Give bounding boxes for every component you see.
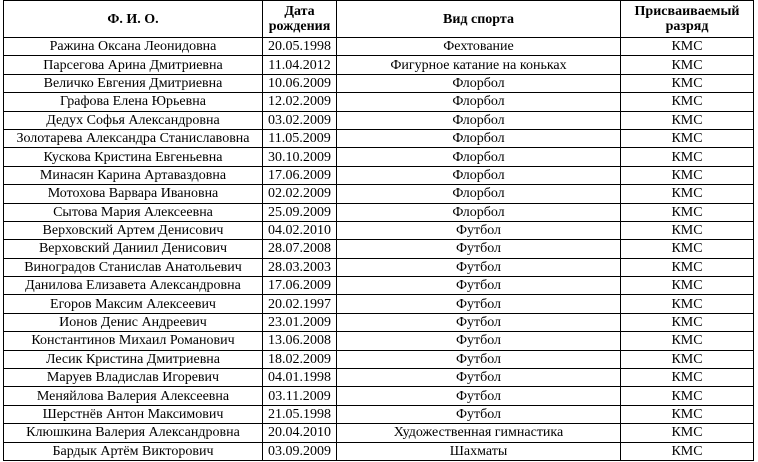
cell-name: Графова Елена Юрьевна bbox=[4, 93, 263, 111]
cell-sport: Футбол bbox=[337, 295, 621, 313]
cell-rank: КМС bbox=[621, 332, 754, 350]
table-row bbox=[4, 387, 754, 405]
cell-sport: Футбол bbox=[337, 221, 621, 239]
cell-birth-date: 18.02.2009 bbox=[263, 350, 337, 368]
header-name: Ф. И. О. bbox=[4, 1, 263, 38]
cell-sport: Футбол bbox=[337, 369, 621, 387]
cell-sport: Флорбол bbox=[337, 93, 621, 111]
cell-sport: Флорбол bbox=[337, 166, 621, 184]
cell-rank: КМС bbox=[621, 442, 754, 460]
table-row bbox=[4, 369, 754, 387]
cell-birth-date: 17.06.2009 bbox=[263, 166, 337, 184]
cell-birth-date: 04.01.1998 bbox=[263, 369, 337, 387]
cell-rank: КМС bbox=[621, 148, 754, 166]
table-row bbox=[4, 148, 754, 166]
cell-sport: Шахматы bbox=[337, 442, 621, 460]
cell-rank: КМС bbox=[621, 111, 754, 129]
cell-sport: Фигурное катание на коньках bbox=[337, 56, 621, 74]
cell-sport: Футбол bbox=[337, 387, 621, 405]
cell-sport: Футбол bbox=[337, 332, 621, 350]
cell-birth-date: 20.02.1997 bbox=[263, 295, 337, 313]
cell-name: Данилова Елизавета Александровна bbox=[4, 277, 263, 295]
cell-sport: Футбол bbox=[337, 258, 621, 276]
cell-name: Бардык Артём Викторович bbox=[4, 442, 263, 460]
table-row bbox=[4, 74, 754, 92]
table-row bbox=[4, 221, 754, 239]
cell-name: Золотарева Александра Станиславовна bbox=[4, 129, 263, 147]
cell-rank: КМС bbox=[621, 369, 754, 387]
cell-sport: Флорбол bbox=[337, 74, 621, 92]
table-body bbox=[4, 38, 754, 461]
cell-birth-date: 10.06.2009 bbox=[263, 74, 337, 92]
cell-sport: Футбол bbox=[337, 277, 621, 295]
cell-sport: Футбол bbox=[337, 313, 621, 331]
table-row bbox=[4, 332, 754, 350]
cell-birth-date: 03.02.2009 bbox=[263, 111, 337, 129]
cell-rank: КМС bbox=[621, 221, 754, 239]
cell-sport: Фехтование bbox=[337, 38, 621, 56]
header-birth-date: Дата рождения bbox=[263, 1, 337, 38]
cell-birth-date: 21.05.1998 bbox=[263, 405, 337, 423]
table-row bbox=[4, 185, 754, 203]
cell-name: Меняйлова Валерия Алексеевна bbox=[4, 387, 263, 405]
cell-sport: Флорбол bbox=[337, 148, 621, 166]
cell-name: Лесик Кристина Дмитриевна bbox=[4, 350, 263, 368]
header-rank: Присваиваемый разряд bbox=[621, 1, 754, 38]
table-row bbox=[4, 203, 754, 221]
cell-birth-date: 20.05.1998 bbox=[263, 38, 337, 56]
cell-birth-date: 12.02.2009 bbox=[263, 93, 337, 111]
table-row bbox=[4, 111, 754, 129]
cell-rank: КМС bbox=[621, 240, 754, 258]
table-row bbox=[4, 442, 754, 460]
cell-birth-date: 20.04.2010 bbox=[263, 424, 337, 442]
cell-rank: КМС bbox=[621, 74, 754, 92]
cell-rank: КМС bbox=[621, 93, 754, 111]
cell-birth-date: 17.06.2009 bbox=[263, 277, 337, 295]
cell-name: Величко Евгения Дмитриевна bbox=[4, 74, 263, 92]
cell-birth-date: 11.04.2012 bbox=[263, 56, 337, 74]
header-sport: Вид спорта bbox=[337, 1, 621, 38]
cell-name: Ражина Оксана Леонидовна bbox=[4, 38, 263, 56]
table-row bbox=[4, 277, 754, 295]
cell-name: Верховский Артем Денисович bbox=[4, 221, 263, 239]
header-row bbox=[4, 1, 754, 38]
table-row bbox=[4, 93, 754, 111]
cell-birth-date: 25.09.2009 bbox=[263, 203, 337, 221]
cell-birth-date: 04.02.2010 bbox=[263, 221, 337, 239]
cell-name: Сытова Мария Алексеевна bbox=[4, 203, 263, 221]
table-row bbox=[4, 258, 754, 276]
cell-rank: КМС bbox=[621, 185, 754, 203]
cell-birth-date: 28.03.2003 bbox=[263, 258, 337, 276]
cell-rank: КМС bbox=[621, 203, 754, 221]
cell-rank: КМС bbox=[621, 295, 754, 313]
table-row bbox=[4, 350, 754, 368]
cell-birth-date: 03.09.2009 bbox=[263, 442, 337, 460]
table-row bbox=[4, 166, 754, 184]
table-row bbox=[4, 129, 754, 147]
athletes-table bbox=[3, 0, 754, 461]
table-row bbox=[4, 38, 754, 56]
cell-birth-date: 23.01.2009 bbox=[263, 313, 337, 331]
cell-sport: Флорбол bbox=[337, 185, 621, 203]
cell-name: Клюшкина Валерия Александровна bbox=[4, 424, 263, 442]
table-row bbox=[4, 240, 754, 258]
table-row bbox=[4, 405, 754, 423]
cell-sport: Флорбол bbox=[337, 203, 621, 221]
table-row bbox=[4, 295, 754, 313]
cell-sport: Флорбол bbox=[337, 111, 621, 129]
table-header bbox=[4, 1, 754, 38]
cell-name: Маруев Владислав Игоревич bbox=[4, 369, 263, 387]
cell-name: Виноградов Станислав Анатольевич bbox=[4, 258, 263, 276]
cell-name: Шерстнёв Антон Максимович bbox=[4, 405, 263, 423]
cell-sport: Футбол bbox=[337, 240, 621, 258]
cell-rank: КМС bbox=[621, 387, 754, 405]
cell-birth-date: 02.02.2009 bbox=[263, 185, 337, 203]
cell-rank: КМС bbox=[621, 405, 754, 423]
table-row bbox=[4, 56, 754, 74]
cell-birth-date: 28.07.2008 bbox=[263, 240, 337, 258]
cell-birth-date: 13.06.2008 bbox=[263, 332, 337, 350]
cell-rank: КМС bbox=[621, 166, 754, 184]
cell-sport: Художественная гимнастика bbox=[337, 424, 621, 442]
cell-rank: КМС bbox=[621, 129, 754, 147]
cell-rank: КМС bbox=[621, 313, 754, 331]
cell-name: Парсегова Арина Дмитриевна bbox=[4, 56, 263, 74]
cell-rank: КМС bbox=[621, 56, 754, 74]
cell-birth-date: 11.05.2009 bbox=[263, 129, 337, 147]
cell-name: Верховский Даниил Денисович bbox=[4, 240, 263, 258]
cell-name: Егоров Максим Алексеевич bbox=[4, 295, 263, 313]
cell-sport: Футбол bbox=[337, 405, 621, 423]
cell-birth-date: 03.11.2009 bbox=[263, 387, 337, 405]
cell-name: Ионов Денис Андреевич bbox=[4, 313, 263, 331]
cell-rank: КМС bbox=[621, 277, 754, 295]
cell-name: Кускова Кристина Евгеньевна bbox=[4, 148, 263, 166]
cell-name: Константинов Михаил Романович bbox=[4, 332, 263, 350]
cell-sport: Футбол bbox=[337, 350, 621, 368]
cell-name: Мотохова Варвара Ивановна bbox=[4, 185, 263, 203]
cell-rank: КМС bbox=[621, 258, 754, 276]
cell-name: Минасян Карина Артаваздовна bbox=[4, 166, 263, 184]
cell-rank: КМС bbox=[621, 350, 754, 368]
cell-sport: Флорбол bbox=[337, 129, 621, 147]
cell-birth-date: 30.10.2009 bbox=[263, 148, 337, 166]
cell-rank: КМС bbox=[621, 38, 754, 56]
table-row bbox=[4, 313, 754, 331]
table-row bbox=[4, 424, 754, 442]
cell-rank: КМС bbox=[621, 424, 754, 442]
cell-name: Дедух Софья Александровна bbox=[4, 111, 263, 129]
